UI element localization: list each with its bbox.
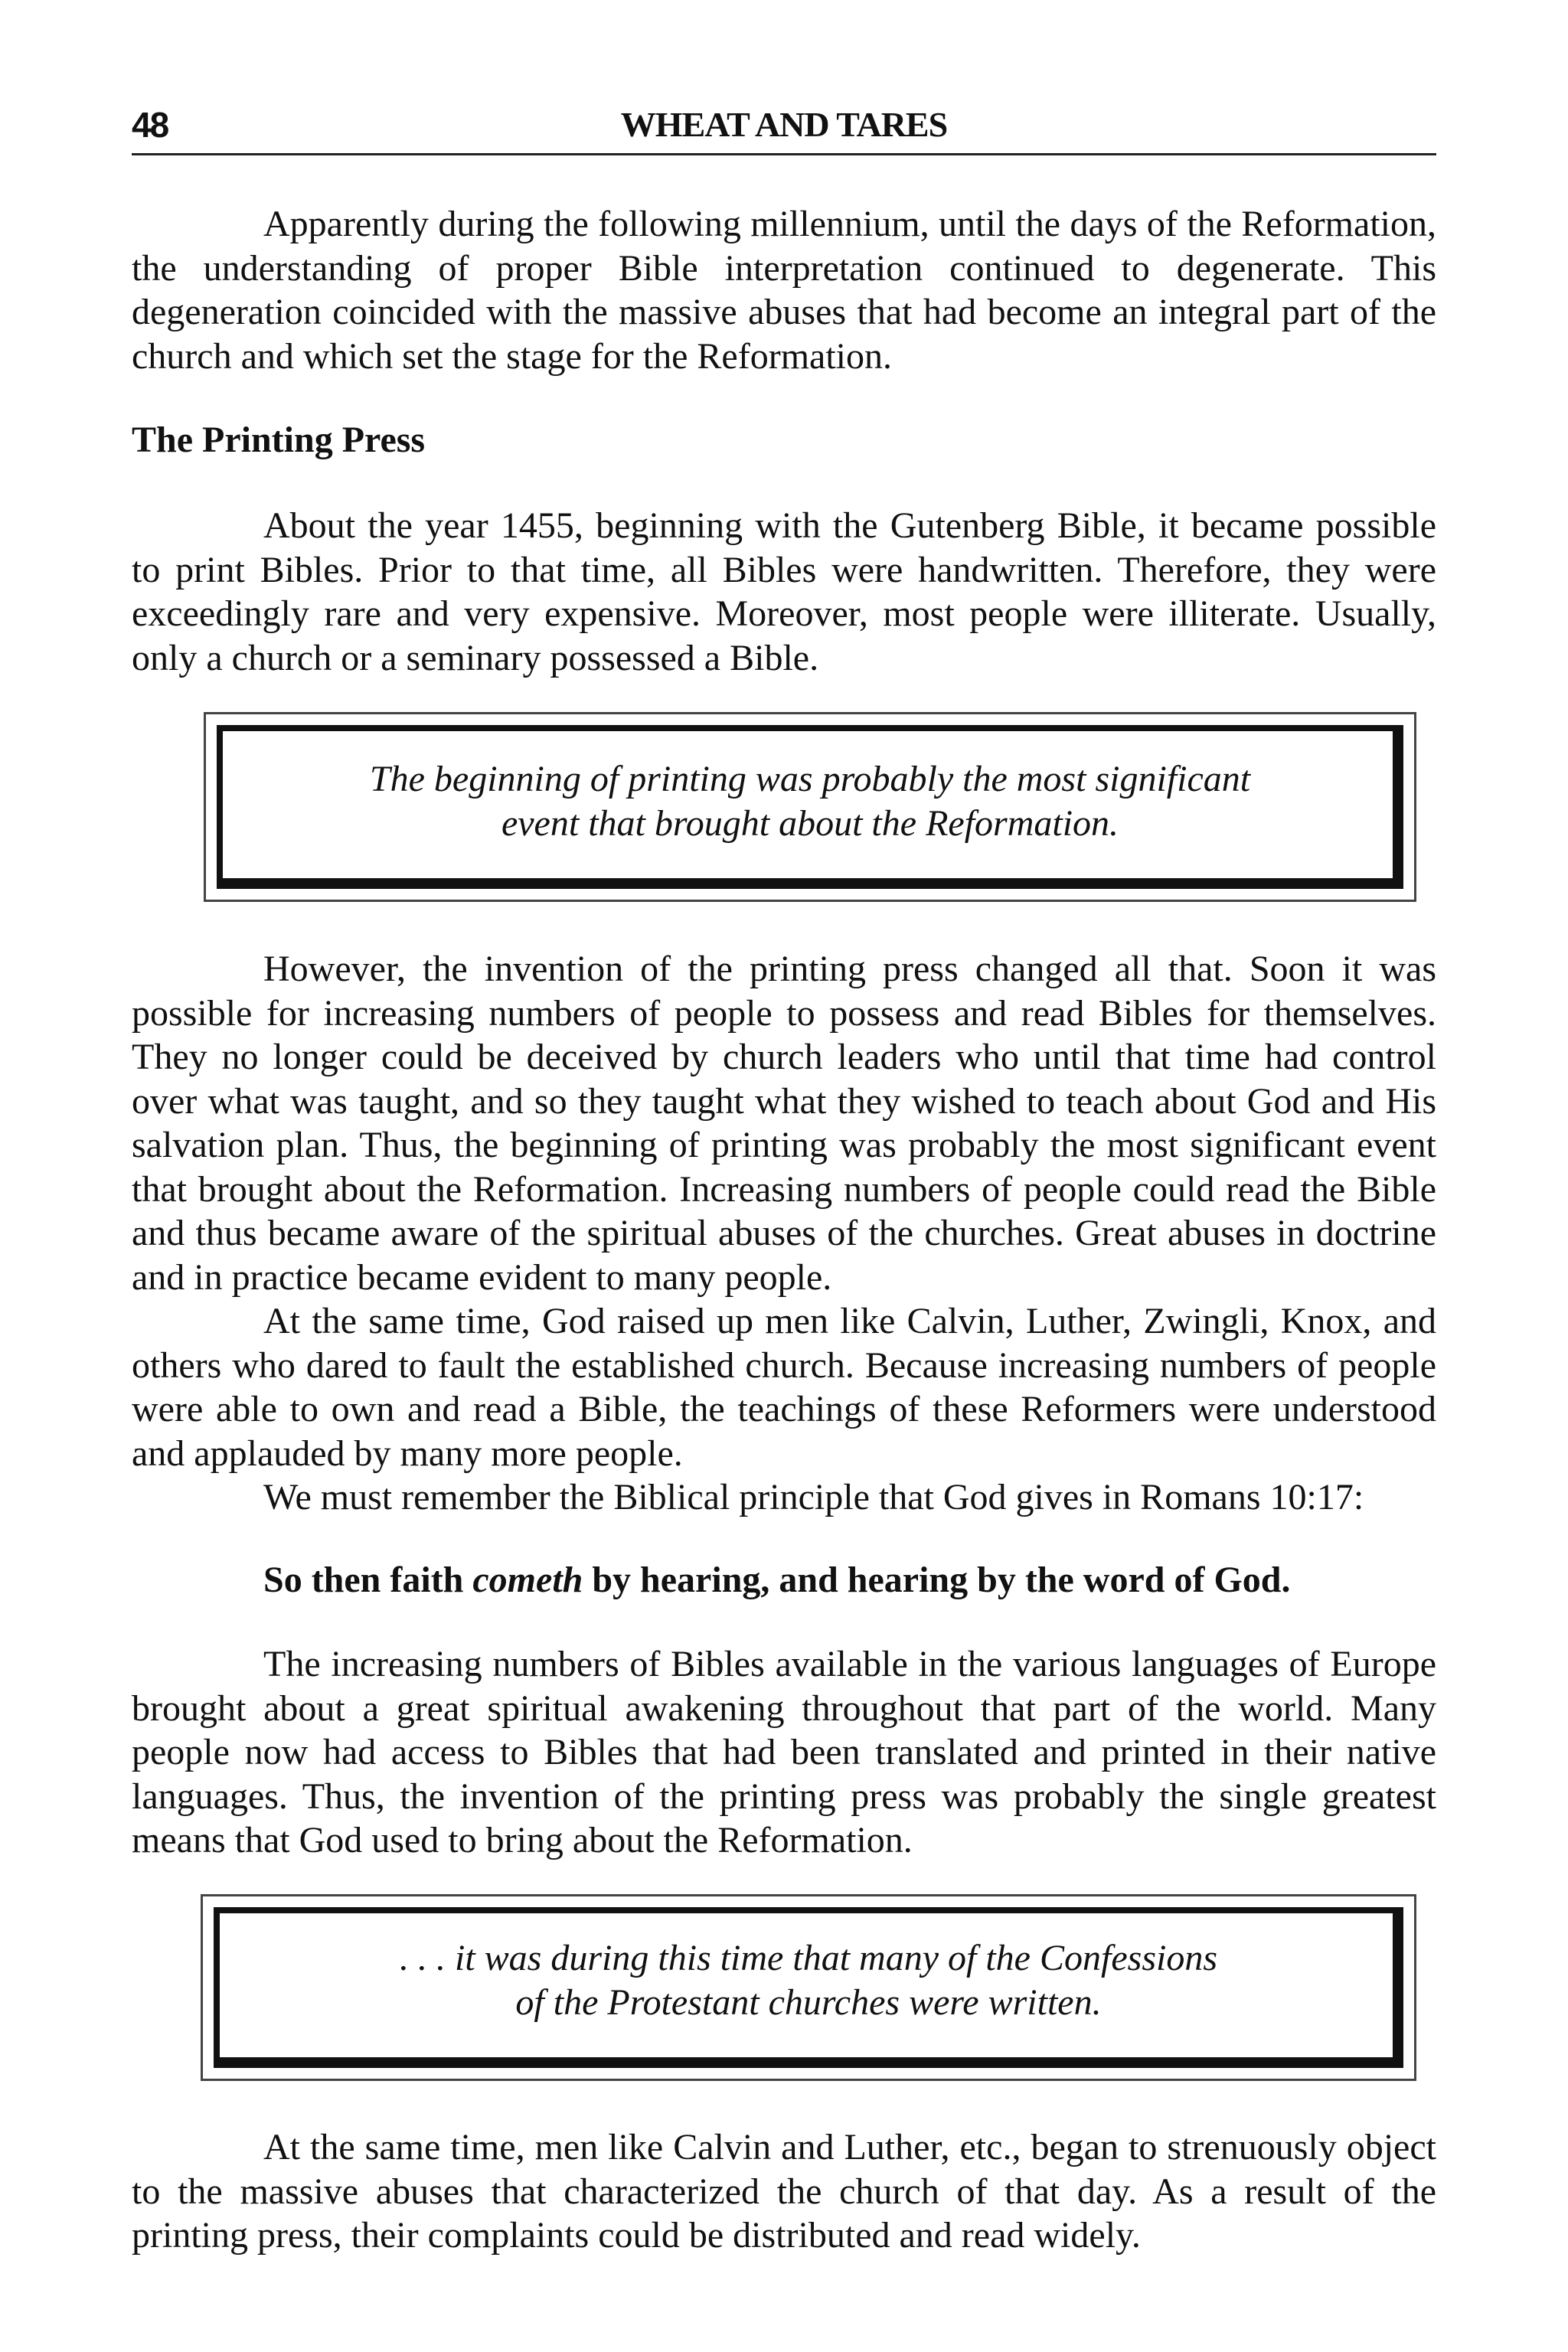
heading-text: The Printing Press: [132, 420, 426, 460]
paragraph-gutenberg: [132, 504, 1436, 680]
page-header: [132, 98, 1436, 155]
verse-text: So then faith: [263, 1560, 473, 1600]
section-heading: [132, 418, 1436, 462]
pull-quote-line: The beginning of printing was probably the most significant: [369, 759, 1251, 799]
bible-verse: [263, 1559, 1290, 1601]
pull-quote-line: event that brought about the Reformation.: [501, 803, 1119, 844]
paragraph-text: However, the invention of the printing press changed all that. Soon it was possible for increasing numbers of people to possess and read Bibles for themselves. They no longer could be deceived by church leaders who until that time had control over what was taught, and so they taught what they wished to teach about God and His salvation plan. Thus, the beginning of printing was probably the most significant event that brought about the Reformation. Increasing numbers of people could read the Bible and thus became aware of the spiritual abuses of the churches. Great abuses in doctrine and in practice became evident to many people.: [132, 949, 1436, 1298]
verse-text: by hearing, and hearing by the word of God.: [583, 1560, 1291, 1600]
paragraph-text: At the same time, God raised up men like Calvin, Luther, Zwingli, Knox, and others who dared to fault the established church. Because increasing numbers of people were able to own and read a Bible, the teachings of these Reformers were understood and applauded by many more people.: [132, 1301, 1436, 1474]
pull-quote-box: [204, 712, 1416, 902]
paragraph-awakening: [132, 1642, 1436, 1863]
paragraph-text: About the year 1455, beginning with the Gutenberg Bible, it became possible to print Bibles. Prior to that time, all Bibles were handwritten. Therefore, they were exceedingly rare and very expensive. Moreover, most people were illiterate. Usually, only a church or a seminary possessed a Bible.: [132, 505, 1436, 678]
verse-italic-word: cometh: [472, 1560, 583, 1600]
paragraph-text: The increasing numbers of Bibles available in the various languages of Europe brought about a great spiritual awakening throughout that part of the world. Many people now had access to Bibles that had been translated and printed in their native languages. Thus, the invention of the printing press was probably the single greatest means that God used to bring about the Reformation.: [132, 1644, 1436, 1860]
paragraph-reformers: [132, 2125, 1436, 2258]
paragraph-text: Apparently during the following millennium, until the days of the Reformation, the understanding of proper Bible interpretation continued to degenerate. This degeneration coincided with the massive abuses that had become an integral part of the church and which set the stage for the Reformation.: [132, 204, 1436, 377]
paragraph-text: We must remember the Biblical principle that God gives in Romans 10:17:: [263, 1477, 1364, 1517]
running-head: WHEAT AND TARES: [620, 105, 948, 144]
pull-quote-line: . . . it was during this time that many of the Confessions: [399, 1938, 1218, 1978]
paragraph-text: At the same time, men like Calvin and Luther, etc., began to strenuously object to the massive abuses that characterized the church of that day. As a result of the printing press, their complaints could be distributed and read widely.: [132, 2127, 1436, 2256]
pull-quote-box: [201, 1894, 1416, 2081]
paragraph-printing-press: [132, 947, 1436, 1520]
page-number: 48: [132, 105, 168, 145]
pull-quote-line: of the Protestant churches were written.: [515, 1982, 1102, 2023]
paragraph-reformation-intro: [132, 202, 1436, 378]
